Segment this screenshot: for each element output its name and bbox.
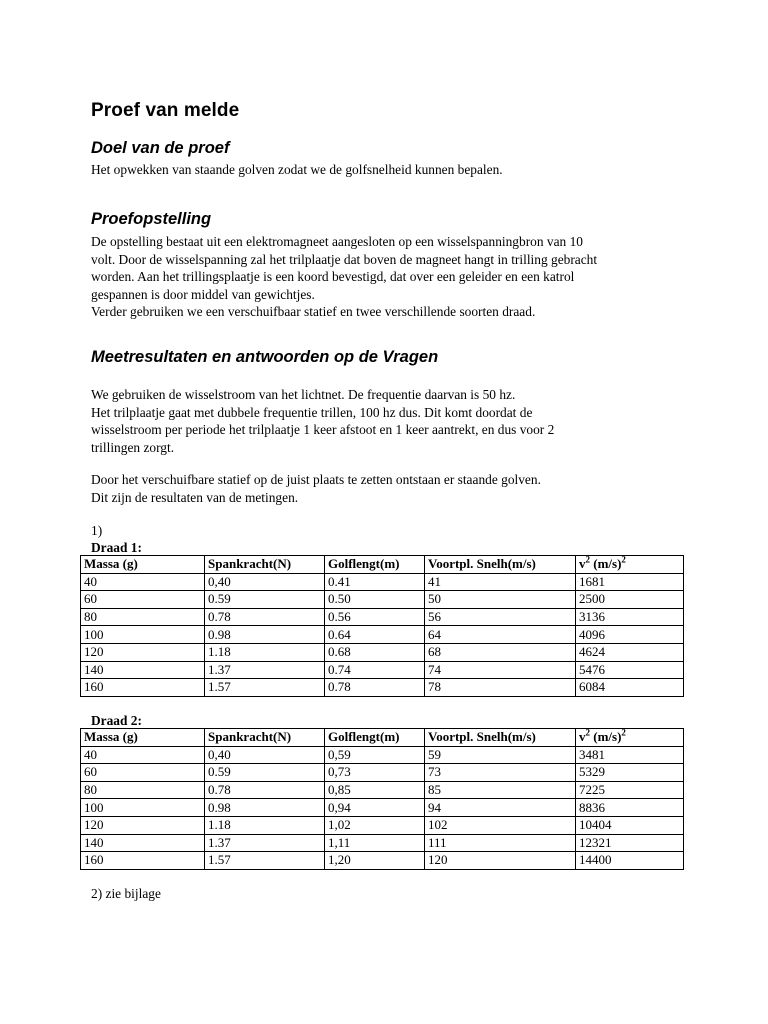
table-row <box>81 661 684 679</box>
cell-spankracht: 0.78 <box>205 781 325 799</box>
question-2-label: 2) zie bijlage <box>91 886 161 901</box>
table-row <box>81 781 684 799</box>
cell-golflengte: 0.68 <box>325 643 425 661</box>
table-row <box>81 679 684 697</box>
cell-snelheid: 41 <box>425 573 576 591</box>
text-line: Het trilplaatje gaat met dubbele frequentie trillen, 100 hz dus. Dit komt doordat de <box>91 404 533 420</box>
cell-v-squared: 1681 <box>576 573 684 591</box>
paragraph-opstelling <box>91 233 691 321</box>
cell-v-squared: 12321 <box>576 834 684 852</box>
table-row <box>81 816 684 834</box>
table-row <box>81 834 684 852</box>
cell-golflengte: 0,59 <box>325 746 425 764</box>
cell-v-squared: 14400 <box>576 852 684 870</box>
cell-snelheid: 50 <box>425 591 576 609</box>
cell-v-squared: 4624 <box>576 643 684 661</box>
text-line: wisselstroom per periode het trilplaatje 1 keer afstoot en 1 keer aantrekt, en dus voor 2 <box>91 422 555 438</box>
cell-golflengte: 0,94 <box>325 799 425 817</box>
table-row <box>81 626 684 644</box>
cell-spankracht: 1.37 <box>205 834 325 852</box>
header-golflengte: Golflengt(m) <box>325 729 425 747</box>
cell-snelheid: 120 <box>425 852 576 870</box>
cell-golflengte: 1,20 <box>325 852 425 870</box>
cell-massa: 120 <box>81 816 205 834</box>
cell-snelheid: 102 <box>425 816 576 834</box>
cell-golflengte: 0.78 <box>325 679 425 697</box>
header-golflengte: Golflengt(m) <box>325 556 425 574</box>
header-spankracht: Spankracht(N) <box>205 556 325 574</box>
cell-snelheid: 64 <box>425 626 576 644</box>
cell-spankracht: 0,40 <box>205 746 325 764</box>
heading-doel: Doel van de proef <box>91 139 230 157</box>
v-symbol: v <box>579 556 586 572</box>
cell-snelheid: 85 <box>425 781 576 799</box>
table-row <box>81 852 684 870</box>
cell-v-squared: 5476 <box>576 661 684 679</box>
text-line: Door het verschuifbare statief op de juist plaats te zetten ontstaan er staande golven. <box>91 472 541 487</box>
cell-golflengte: 0.41 <box>325 573 425 591</box>
cell-massa: 140 <box>81 661 205 679</box>
cell-v-squared: 6084 <box>576 679 684 697</box>
question-1-label: 1) <box>91 523 103 538</box>
cell-v-squared: 4096 <box>576 626 684 644</box>
table-row <box>81 764 684 782</box>
cell-massa: 140 <box>81 834 205 852</box>
cell-snelheid: 56 <box>425 608 576 626</box>
cell-golflengte: 0.50 <box>325 591 425 609</box>
cell-v-squared: 7225 <box>576 781 684 799</box>
v-unit: (m/s) <box>593 729 622 745</box>
heading-meetresultaten: Meetresultaten en antwoorden op de Vragen <box>91 348 439 366</box>
v-exponent: 2 <box>585 728 590 738</box>
cell-snelheid: 59 <box>425 746 576 764</box>
cell-massa: 80 <box>81 781 205 799</box>
cell-spankracht: 1.18 <box>205 643 325 661</box>
cell-massa: 100 <box>81 626 205 644</box>
cell-v-squared: 8836 <box>576 799 684 817</box>
table-header-row <box>81 556 684 574</box>
cell-golflengte: 1,11 <box>325 834 425 852</box>
text-line: volt. Door de wisselspanning zal het trilplaatje dat boven de magneet hangt in trilling gebracht <box>91 251 598 267</box>
paragraph-doel <box>91 161 691 179</box>
cell-massa: 160 <box>81 679 205 697</box>
table-header-row <box>81 729 684 747</box>
cell-massa: 60 <box>81 591 205 609</box>
cell-spankracht: 1.57 <box>205 852 325 870</box>
table-1-label: Draad 1: <box>91 540 142 555</box>
cell-golflengte: 0.64 <box>325 626 425 644</box>
cell-spankracht: 1.37 <box>205 661 325 679</box>
cell-golflengte: 0,85 <box>325 781 425 799</box>
unit-exponent: 2 <box>621 728 626 738</box>
table-row <box>81 643 684 661</box>
text-line: gespannen is door middel van gewichtjes. <box>91 286 315 302</box>
table-draad-1 <box>80 555 684 697</box>
cell-snelheid: 78 <box>425 679 576 697</box>
v-unit: (m/s) <box>593 556 622 572</box>
cell-snelheid: 68 <box>425 643 576 661</box>
unit-exponent: 2 <box>621 555 626 565</box>
heading-proefopstelling: Proefopstelling <box>91 210 212 228</box>
text-line: Verder gebruiken we een verschuifbaar statief en twee verschillende soorten draad. <box>91 304 536 320</box>
table-row <box>81 746 684 764</box>
cell-massa: 40 <box>81 746 205 764</box>
table-row <box>81 573 684 591</box>
table-draad-2 <box>80 728 684 870</box>
text-line: worden. Aan het trillingsplaatje is een koord bevestigd, dat over een geleider en een katrol <box>91 269 575 285</box>
cell-spankracht: 0,40 <box>205 573 325 591</box>
paragraph-meet-2 <box>91 471 691 506</box>
cell-v-squared: 2500 <box>576 591 684 609</box>
cell-v-squared: 5329 <box>576 764 684 782</box>
header-massa: Massa (g) <box>81 729 205 747</box>
cell-spankracht: 0.98 <box>205 799 325 817</box>
cell-snelheid: 74 <box>425 661 576 679</box>
cell-spankracht: 0.59 <box>205 764 325 782</box>
cell-massa: 120 <box>81 643 205 661</box>
page-title: Proef van melde <box>91 100 240 121</box>
header-snelheid: Voortpl. Snelh(m/s) <box>425 556 576 574</box>
cell-v-squared: 10404 <box>576 816 684 834</box>
cell-massa: 60 <box>81 764 205 782</box>
table-row <box>81 608 684 626</box>
cell-spankracht: 1.18 <box>205 816 325 834</box>
text-line: Het opwekken van staande golven zodat we de golfsnelheid kunnen bepalen. <box>91 162 503 177</box>
text-line: trillingen zorgt. <box>91 439 175 455</box>
cell-golflengte: 0,73 <box>325 764 425 782</box>
cell-golflengte: 0.74 <box>325 661 425 679</box>
text-line: De opstelling bestaat uit een elektromagneet aangesloten op een wisselspanningbron van 10 <box>91 234 583 249</box>
cell-massa: 160 <box>81 852 205 870</box>
table-row <box>81 799 684 817</box>
text-line: We gebruiken de wisselstroom van het lichtnet. De frequentie daarvan is 50 hz. <box>91 387 516 402</box>
cell-massa: 100 <box>81 799 205 817</box>
cell-spankracht: 0.98 <box>205 626 325 644</box>
cell-massa: 80 <box>81 608 205 626</box>
cell-golflengte: 0.56 <box>325 608 425 626</box>
cell-golflengte: 1,02 <box>325 816 425 834</box>
header-v-squared <box>576 729 684 747</box>
cell-massa: 40 <box>81 573 205 591</box>
cell-v-squared: 3136 <box>576 608 684 626</box>
cell-snelheid: 111 <box>425 834 576 852</box>
v-symbol: v <box>579 729 586 745</box>
cell-spankracht: 1.57 <box>205 679 325 697</box>
paragraph-meet-1 <box>91 386 691 456</box>
table-row <box>81 591 684 609</box>
text-line: Dit zijn de resultaten van de metingen. <box>91 489 299 505</box>
header-massa: Massa (g) <box>81 556 205 574</box>
cell-spankracht: 0.59 <box>205 591 325 609</box>
table-2-label: Draad 2: <box>91 713 142 728</box>
cell-spankracht: 0.78 <box>205 608 325 626</box>
cell-v-squared: 3481 <box>576 746 684 764</box>
cell-snelheid: 94 <box>425 799 576 817</box>
header-spankracht: Spankracht(N) <box>205 729 325 747</box>
cell-snelheid: 73 <box>425 764 576 782</box>
v-exponent: 2 <box>585 555 590 565</box>
header-snelheid: Voortpl. Snelh(m/s) <box>425 729 576 747</box>
header-v-squared <box>576 556 684 574</box>
